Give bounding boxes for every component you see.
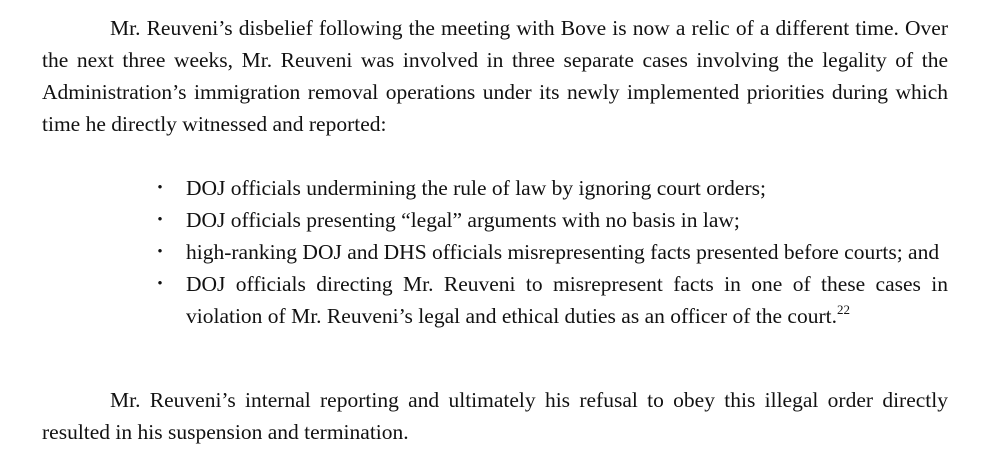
- list-item-text: DOJ officials undermining the rule of law by ignoring court orders;: [186, 176, 766, 200]
- list-item-text: high-ranking DOJ and DHS officials misrepresenting facts presented before courts; and: [186, 240, 940, 264]
- witnessed-conduct-list: [0, 172, 1000, 332]
- bullet-icon: •: [157, 244, 163, 260]
- bullet-icon: •: [157, 180, 163, 196]
- closing-paragraph: Mr. Reuveni’s internal reporting and ultimately his refusal to obey this illegal order directly resulted in his suspension and termination.: [42, 388, 948, 444]
- list-item: [0, 236, 948, 268]
- intro-paragraph: Mr. Reuveni’s disbelief following the meeting with Bove is now a relic of a different time. Over the next three weeks, Mr. Reuveni was involved in three separate cases involving the legality of the Administration’s immigration removal operations under its newly implemented priorities during which time he directly witnessed and reported:: [42, 16, 948, 136]
- list-item-text: [186, 268, 948, 332]
- list-item: [0, 172, 948, 204]
- list-item-text-body: DOJ officials directing Mr. Reuveni to misrepresent facts in one of these cases in violation of Mr. Reuveni’s legal and ethical duties as an officer of the court.: [186, 272, 948, 328]
- footnote-reference[interactable]: 22: [836, 302, 850, 317]
- bullet-icon: •: [157, 276, 163, 292]
- list-item-text: DOJ officials presenting “legal” arguments with no basis in law;: [186, 208, 740, 232]
- bullet-icon: •: [157, 212, 163, 228]
- list-item: [0, 204, 948, 236]
- list-item: [0, 268, 948, 332]
